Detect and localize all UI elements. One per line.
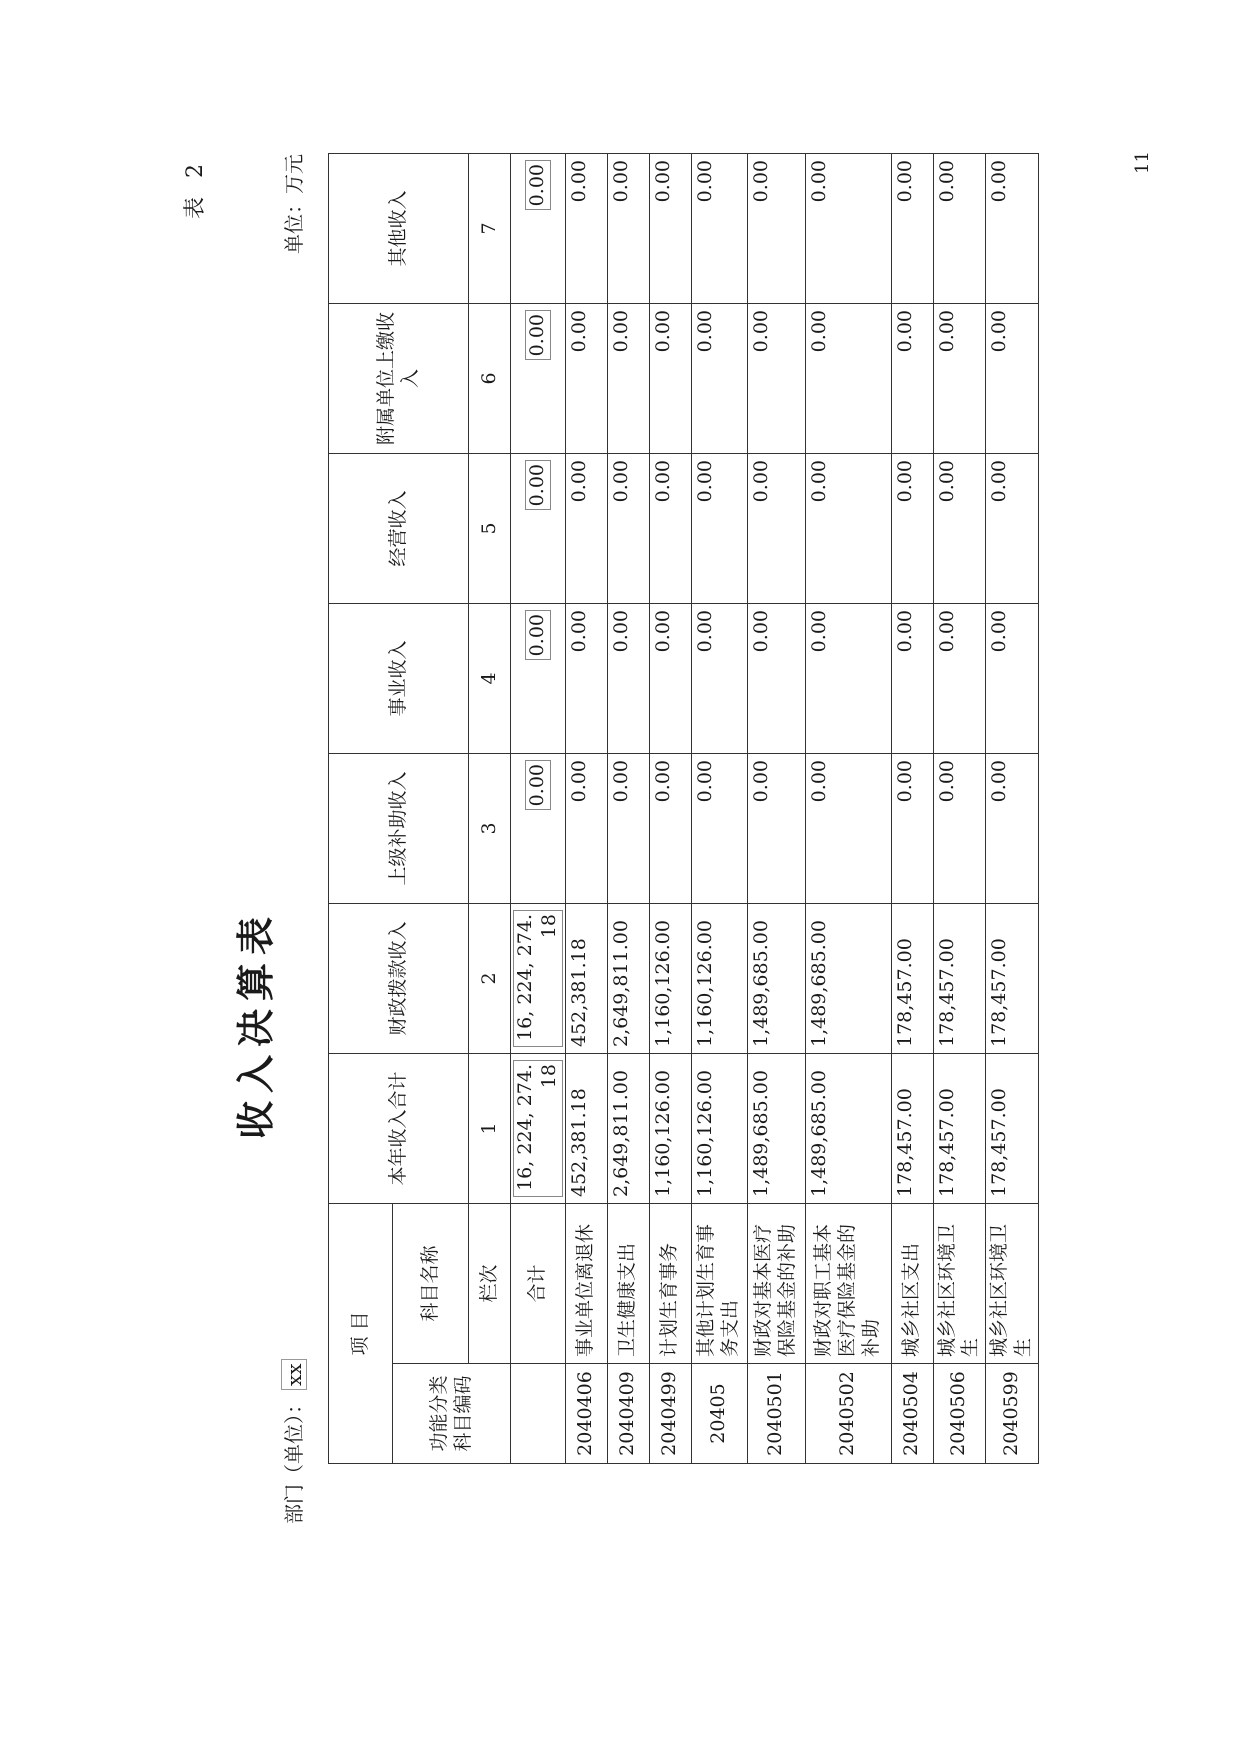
row-code: 2040502 (805, 1364, 891, 1464)
row-value-6: 0.00 (747, 304, 805, 454)
row-value-3: 0.00 (565, 754, 607, 904)
department-value: xx (281, 1359, 307, 1390)
row-value-6: 0.00 (891, 304, 933, 454)
row-value-7: 0.00 (747, 154, 805, 304)
row-value-1: 1,489,685.00 (747, 1054, 805, 1204)
page-title: 收入决算表 (233, 909, 278, 1140)
colnum-5: 5 (469, 454, 511, 604)
header-name: 科目名称 (393, 1204, 469, 1364)
table-row (805, 154, 891, 1464)
row-value-6: 0.00 (691, 304, 747, 454)
row-value-2: 452,381.18 (565, 904, 607, 1054)
row-value-1: 452,381.18 (565, 1054, 607, 1204)
row-name: 计划生育事务 (649, 1204, 691, 1364)
row-code: 2040406 (565, 1364, 607, 1464)
row-value-7: 0.00 (649, 154, 691, 304)
row-value-7: 0.00 (933, 154, 986, 304)
row-code: 2040409 (607, 1364, 649, 1464)
colnum-7: 7 (469, 154, 511, 304)
row-value-4: 0.00 (891, 604, 933, 754)
row-value-4: 0.00 (607, 604, 649, 754)
row-value-1: 1,160,126.00 (649, 1054, 691, 1204)
row-value-2: 2,649,811.00 (607, 904, 649, 1054)
row-value-3: 0.00 (691, 754, 747, 904)
department-label: 部门（单位）： (282, 1394, 306, 1524)
row-value-3: 0.00 (805, 754, 891, 904)
row-value-6: 0.00 (986, 304, 1039, 454)
page-number: 11 (1132, 151, 1153, 174)
total-value-4: 0.00 (511, 604, 566, 754)
header-row-lanci (469, 154, 511, 1464)
table-row (747, 154, 805, 1464)
total-code (511, 1364, 566, 1464)
total-value-3: 0.00 (511, 754, 566, 904)
header-col-5: 经营收入 (329, 454, 469, 604)
row-value-5: 0.00 (933, 454, 986, 604)
row-value-5: 0.00 (747, 454, 805, 604)
row-value-1: 1,160,126.00 (691, 1054, 747, 1204)
row-value-6: 0.00 (565, 304, 607, 454)
row-value-7: 0.00 (691, 154, 747, 304)
table-row (565, 154, 607, 1464)
row-value-6: 0.00 (805, 304, 891, 454)
row-value-6: 0.00 (933, 304, 986, 454)
row-value-2: 178,457.00 (891, 904, 933, 1054)
table-row (691, 154, 747, 1464)
header-col-2: 财政拨款收入 (329, 904, 469, 1054)
row-code: 2040506 (933, 1364, 986, 1464)
header-lanci: 栏次 (469, 1204, 511, 1364)
row-value-4: 0.00 (649, 604, 691, 754)
row-value-4: 0.00 (565, 604, 607, 754)
colnum-1: 1 (469, 1054, 511, 1204)
row-value-7: 0.00 (891, 154, 933, 304)
row-value-3: 0.00 (891, 754, 933, 904)
row-value-7: 0.00 (986, 154, 1039, 304)
table-row (891, 154, 933, 1464)
row-value-2: 1,489,685.00 (747, 904, 805, 1054)
row-value-5: 0.00 (565, 454, 607, 604)
row-value-3: 0.00 (933, 754, 986, 904)
row-code: 2040499 (649, 1364, 691, 1464)
row-value-3: 0.00 (747, 754, 805, 904)
row-value-4: 0.00 (747, 604, 805, 754)
row-code: 20405 (691, 1364, 747, 1464)
row-name: 城乡社区支出 (891, 1204, 933, 1364)
row-code: 2040501 (747, 1364, 805, 1464)
table-label: 表 2 (183, 158, 208, 219)
table-row (933, 154, 986, 1464)
total-value-5: 0.00 (511, 454, 566, 604)
department-line (278, 1359, 307, 1524)
header-col-6: 附属单位上缴收入 (329, 304, 469, 454)
row-code: 2040599 (986, 1364, 1039, 1464)
header-col-1: 本年收入合计 (329, 1054, 469, 1204)
row-name: 事业单位离退休 (565, 1204, 607, 1364)
row-value-5: 0.00 (607, 454, 649, 604)
colnum-6: 6 (469, 304, 511, 454)
row-value-1: 1,489,685.00 (805, 1054, 891, 1204)
total-value-6: 0.00 (511, 304, 566, 454)
row-value-6: 0.00 (649, 304, 691, 454)
row-value-4: 0.00 (805, 604, 891, 754)
table-row (986, 154, 1039, 1464)
row-value-1: 178,457.00 (933, 1054, 986, 1204)
row-value-7: 0.00 (805, 154, 891, 304)
row-name: 其他计划生育事务支出 (691, 1204, 747, 1364)
total-value-2: 16, 224, 274. 18 (511, 904, 566, 1054)
header-col-4: 事业收入 (329, 604, 469, 754)
header-col-3: 上级补助收入 (329, 754, 469, 904)
row-value-5: 0.00 (805, 454, 891, 604)
row-value-5: 0.00 (891, 454, 933, 604)
row-code: 2040504 (891, 1364, 933, 1464)
row-value-6: 0.00 (607, 304, 649, 454)
total-value-7: 0.00 (511, 154, 566, 304)
row-name: 财政对基本医疗保险基金的补助 (747, 1204, 805, 1364)
row-value-3: 0.00 (649, 754, 691, 904)
row-name: 城乡社区环境卫生 (933, 1204, 986, 1364)
row-value-3: 0.00 (607, 754, 649, 904)
row-name: 城乡社区环境卫生 (986, 1204, 1039, 1364)
row-value-2: 1,160,126.00 (649, 904, 691, 1054)
row-value-2: 178,457.00 (933, 904, 986, 1054)
unit-label: 单位：万元 (282, 154, 306, 254)
row-value-5: 0.00 (691, 454, 747, 604)
row-value-1: 2,649,811.00 (607, 1054, 649, 1204)
row-value-3: 0.00 (986, 754, 1039, 904)
row-value-1: 178,457.00 (891, 1054, 933, 1204)
header-row-project (329, 154, 393, 1464)
table-row (649, 154, 691, 1464)
row-value-4: 0.00 (986, 604, 1039, 754)
income-table (328, 153, 1039, 1464)
colnum-2: 2 (469, 904, 511, 1054)
row-value-4: 0.00 (933, 604, 986, 754)
row-value-2: 178,457.00 (986, 904, 1039, 1054)
total-row (511, 154, 566, 1464)
row-value-1: 178,457.00 (986, 1054, 1039, 1204)
row-value-4: 0.00 (691, 604, 747, 754)
total-value-1: 16, 224, 274. 18 (511, 1054, 566, 1204)
row-value-7: 0.00 (607, 154, 649, 304)
row-value-2: 1,160,126.00 (691, 904, 747, 1054)
row-name: 卫生健康支出 (607, 1204, 649, 1364)
colnum-3: 3 (469, 754, 511, 904)
row-value-5: 0.00 (986, 454, 1039, 604)
header-project: 项 目 (329, 1204, 393, 1464)
table-row (607, 154, 649, 1464)
total-label: 合计 (511, 1204, 566, 1364)
colnum-4: 4 (469, 604, 511, 754)
row-value-5: 0.00 (649, 454, 691, 604)
row-name: 财政对职工基本医疗保险基金的补助 (805, 1204, 891, 1364)
header-code: 功能分类科目编码 (393, 1364, 511, 1464)
row-value-2: 1,489,685.00 (805, 904, 891, 1054)
row-value-7: 0.00 (565, 154, 607, 304)
header-col-7: 其他收入 (329, 154, 469, 304)
